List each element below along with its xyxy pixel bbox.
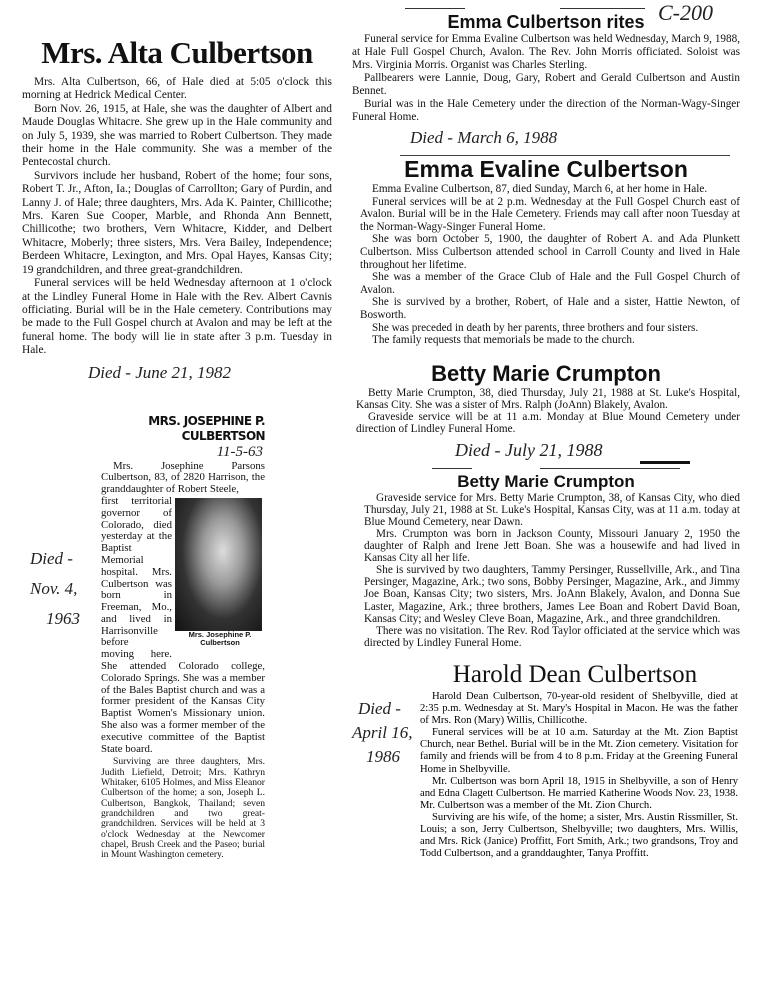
paragraph: Survivors include her husband, Robert of the home; four sons, Robert T. Jr., Afton, Ia.; Douglas of Carrollton; Gary of Purdin, and Lanny J. of Hale; three daughters, Mrs. Ada K. Painter, Chillicothe; Mrs. Karen Sue Cooper, Marble, and Rhonda Ann Bennett, Chillicothe; two brothers, Vern Whitacre, Kidder, and Delbert Whitacre, Moberly; three sisters, Mrs. Vera Bailey, Independence; Berdeen Whitacre, Lexington, and Mrs. Opal Hayes, Kansas City; 19 grandchildren, and three great-grandchildren. <box>22 169 332 276</box>
paragraph: She was born October 5, 1900, the daughter of Robert A. and Ada Plunkett Culbertson. Miss Culbertson attended school in Carroll County and lived in Hale throughout her lifetime. <box>360 233 740 271</box>
paragraph: She is survived by two daughters, Tammy Persinger, Russellville, Ark., and Tina Persinger, Magazine, Ark.; two sons, Bobby Persinger, Magazine, Ark., and Jimmy Joe Boan, Kansas City; two sisters, Mrs. JoAnn Blakely, Avalon, and Donna Sue Laster, Magazine, Ark.; three brothers, James Lee Boan and Robert David Boan, Kansas City; and Wesley Cleve Boan, Magazine, Ark., and three grandchildren. <box>364 564 740 625</box>
headline-line: CULBERTSON <box>181 428 265 443</box>
alta-article <box>22 76 332 358</box>
harold-clipping <box>352 661 740 860</box>
note-line: Died - <box>30 548 73 568</box>
josephine-clipping <box>30 414 332 861</box>
betty-crumpton-headline-2: Betty Marie Crumpton <box>457 471 635 491</box>
paragraph: Pallbearers were Lannie, Doug, Gary, Robert and Gerald Culbertson and Austin Bennet. <box>352 72 740 97</box>
josephine-date-note: 11-5-63 <box>216 443 263 460</box>
paragraph: Funeral services will be at 10 a.m. Saturday at the Mt. Zion Baptist Church, near Bethel. Burial will be in the Mt. Zion cemetery. Visitation for family and friends will be from 4 to 8 p.m. Friday at the Greening Funeral Home in Shelbyville. <box>420 727 738 775</box>
note-line: Died - <box>358 698 401 718</box>
paragraph: Funeral services will be at 2 p.m. Wednesday at the Full Gospel Church east of Avalon. Burial will be in the Hale Cemetery. Friends may call after noon Tuesday at the Norman-Wagy-Singer Funeral Home. <box>360 195 740 233</box>
emma-rites-article <box>352 33 740 124</box>
paragraph: There was no visitation. The Rev. Rod Taylor officiated at the service which was directed by Lindley Funeral Home. <box>364 624 740 649</box>
paragraph: Mrs. Alta Culbertson, 66, of Hale died at 5:05 o'clock this morning at Hedrick Medical Center. <box>22 76 332 102</box>
right-column <box>352 8 740 860</box>
emma-evaline-article <box>360 183 740 347</box>
alta-death-note: Died - June 21, 1982 <box>88 362 232 382</box>
paragraph: Mr. Culbertson was born April 18, 1915 in Shelbyville, a son of Henry and Edna Clagett Culbertson. He married Katherine Woods Nov. 23, 1938. Mr. Culbertson was a member of the Mt. Zion Church. <box>420 775 738 811</box>
paragraph: Graveside service for Mrs. Betty Marie Crumpton, 38, of Kansas City, who died Thursday, July 21, 1988 at St. Luke's Hospital, Kansas City, was at 11 a.m. today at Blue Mound Cemetery, near Dawn. <box>364 491 740 528</box>
divider <box>640 461 690 464</box>
emma-evaline-headline: Emma Evaline Culbertson <box>404 156 688 182</box>
josephine-article <box>101 414 265 861</box>
emma-death-note: Died - March 6, 1988 <box>410 128 558 147</box>
josephine-photo-caption: Mrs. Josephine P. Culbertson <box>188 629 252 648</box>
paragraph: Surviving are his wife, of the home; a sister, Mrs. Austin Rissmiller, St. Louis; a son, Jerry Culbertson, Shelbyville; two daughters, Mrs. Willis, and Mrs. Rick (Janice) Proffitt, Fort Smith, Ark.; two grandsons, Troy and Todd Culbertson, and a granddaughter, Tanya Proffitt. <box>420 811 738 860</box>
note-line: 1963 <box>46 608 80 628</box>
note-line: April 16, <box>352 722 413 742</box>
josephine-death-note <box>30 414 101 861</box>
paragraph: The family requests that memorials be made to the church. <box>372 334 635 347</box>
josephine-headline <box>101 414 265 444</box>
paragraph: She is survived by a brother, Robert, of Hale and a sister, Hattie Newton, of Bosworth. <box>360 296 740 321</box>
emma-rites-headline: Emma Culbertson rites <box>447 12 645 32</box>
betty-death-note: Died - July 21, 1988 <box>455 439 603 460</box>
headline-line: MRS. JOSEPHINE P. <box>148 413 265 428</box>
josephine-photo-figure <box>175 498 265 648</box>
emma-evaline-clipping <box>352 155 740 347</box>
harold-death-note <box>352 691 420 860</box>
betty-crumpton-article-2 <box>364 492 740 649</box>
josephine-portrait-photo <box>175 498 262 631</box>
harold-row <box>352 691 740 860</box>
betty-crumpton-clipping-1 <box>352 361 740 464</box>
divider <box>352 468 740 471</box>
note-line: 1986 <box>366 746 400 766</box>
paragraph: Mrs. Crumpton was born in Jackson County, Missouri January 2, 1950 the daughter of Ralph and Irene Jett Boan. She was a housewife and had lived in Kansas City all her life. <box>364 528 740 565</box>
paragraph: Born Nov. 26, 1915, at Hale, she was the daughter of Albert and Maude Douglas Whitacre. She grew up in the Hale community and on July 5, 1939, she was married to Robert Culbertson. They made their home in the Hale community. She was a member of the Pentecostal church. <box>22 102 332 169</box>
note-line: Nov. 4, <box>30 578 78 598</box>
josephine-body <box>101 461 265 756</box>
betty-crumpton-headline-1: Betty Marie Crumpton <box>431 360 661 386</box>
paragraph: Harold Dean Culbertson, 70-year-old resident of Shelbyville, died at 2:35 p.m. Wednesday at St. Mary's Hospital in Macon. He was the father of Mrs. Ron (Mary) Willis, Chillicothe. <box>420 690 738 727</box>
paragraph: She was preceded in death by her parents, three brothers and four sisters. <box>372 321 699 334</box>
paragraph: Emma Evaline Culbertson, 87, died Sunday, March 6, at her home in Hale. <box>372 183 708 195</box>
paragraph: first territorial governor of Colorado, died yesterday at the Baptist Memorial hospital. Mrs. Culbertson was born in Freeman, Mo., and lived in Harrisonville before <box>101 494 172 649</box>
emma-rites-clipping <box>352 8 740 149</box>
paragraph: Graveside service will be at 11 a.m. Monday at Blue Mound Cemetery under direction of Lindley Funeral Home. <box>356 410 740 435</box>
josephine-survivors: Surviving are three daughters, Mrs. Judith Liefield, Detroit; Mrs. Kathryn Whitaker, 6105 Holmes, and Miss Eleanor Culbertson of the home; a son, Joseph L. Culbertson, Bangkok, Thailand; seven grandchildren and two great-grandchildren. Services will be held at 3 o'clock Wednesday at the Newcomer chapel, Brush Creek and the Paseo; burial in Mount Washington cemetery. <box>101 756 265 861</box>
paragraph: Funeral services will be held Wednesday afternoon at 1 o'clock at the Lindley Funeral Home in Hale with the Rev. Albert Cavnis officiating. Burial will be in the Hale cemetery. Contributions may be made to the Full Gospel church at Avalon and may be left at the funeral home. The body will lie in state after 3 p.m. Tuesday in Hale. <box>22 277 332 357</box>
page-code-handwritten: C-200 <box>658 0 713 25</box>
paragraph: Mrs. Josephine Parsons Culbertson, 83, of 2820 Harrison, the granddaughter of Robert Steele, <box>101 459 265 496</box>
left-column <box>22 34 332 860</box>
paragraph: Burial was in the Hale Cemetery under the direction of the Norman-Wagy-Singer Funeral Home. <box>352 98 740 123</box>
paragraph: Funeral service for Emma Evaline Culbertson was held Wednesday, March 9, 1988, at Hale Full Gospel Church, Avalon. The Rev. John Morris officiated. Soloist was Mrs. Virginia Morris. Organist was Charles Sterling. <box>352 33 740 71</box>
alta-headline: Mrs. Alta Culbertson <box>41 35 313 70</box>
paragraph: Betty Marie Crumpton, 38, died Thursday, July 21, 1988 at St. Luke's Hospital, Kansas City. She was a sister of Mrs. Ralph (JoAnn) Blakely, Avalon. <box>356 386 740 411</box>
paragraph: moving here. She attended Colorado college, Colorado Springs. She was a member of the Bales Baptist church and was a former president of the Kansas City Baptist Women's Missionary union. She also was a former member of the executive committee of the Baptist State board. <box>101 648 265 755</box>
harold-headline: Harold Dean Culbertson <box>452 660 698 688</box>
divider <box>352 8 740 11</box>
betty-crumpton-clipping-2 <box>352 468 740 649</box>
betty-crumpton-article-1 <box>356 387 740 435</box>
paragraph: She was a member of the Grace Club of Hale and the Full Gospel Church of Avalon. <box>360 271 740 296</box>
harold-article <box>420 691 738 860</box>
alta-clipping <box>22 34 332 384</box>
